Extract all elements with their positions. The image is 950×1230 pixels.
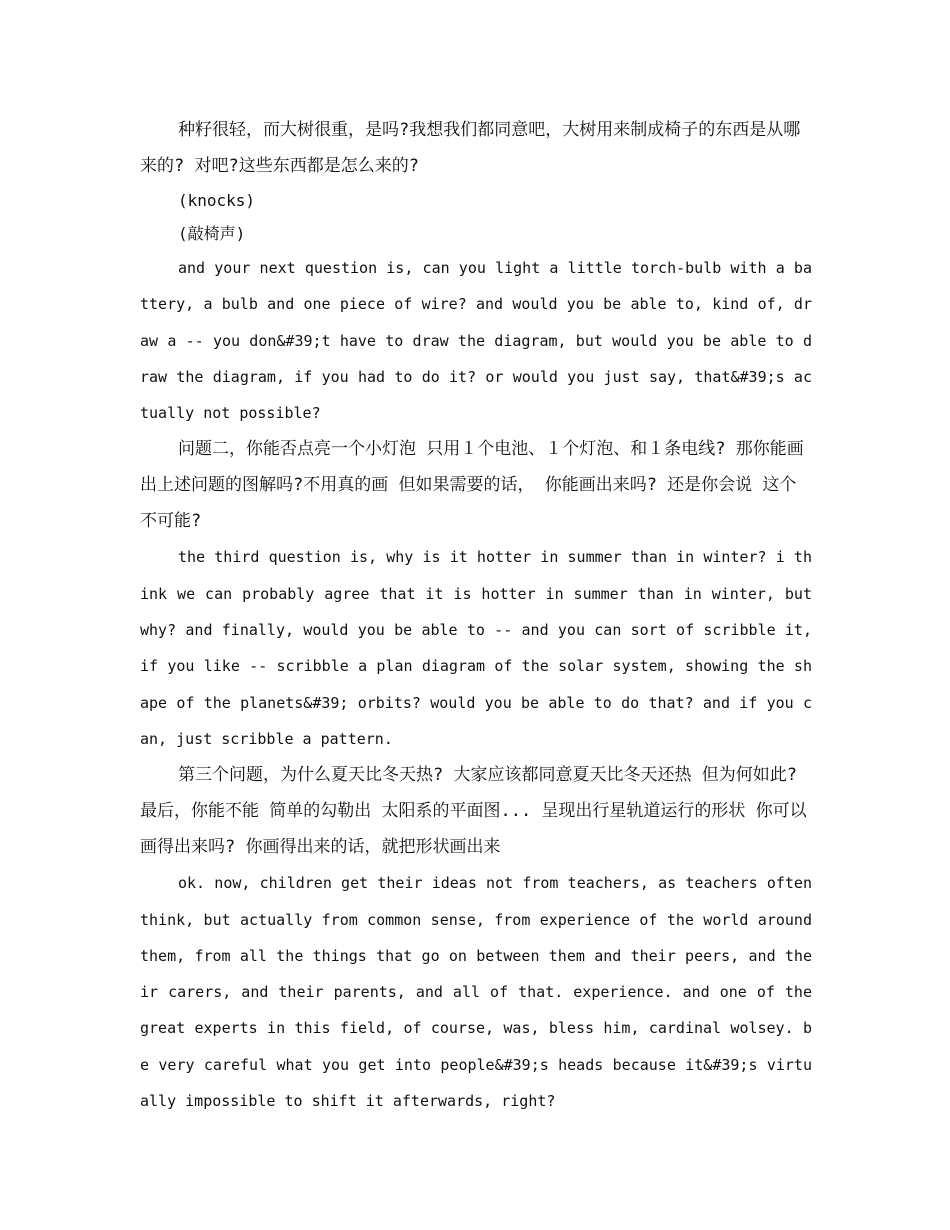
paragraph-en-bulb-question: and your next question is, can you light a little torch-bulb with a battery, a bulb and one piece of wire? and would you be able to, kind of, draw a -- you don&#39;t have to draw the diagram, but would you be able to draw the diagram, if you had to do it? or would you just say, that&#39;s actually not possible? <box>140 259 812 423</box>
paragraph-knocks-en: (knocks) <box>178 191 256 210</box>
document-page <box>140 112 812 1119</box>
paragraph-zh-summer-question: 第三个问题，为什么夏天比冬天热? 大家应该都同意夏天比冬天还热 但为何如此?最后，你能不能 简单的勾勒出 太阳系的平面图... 呈现出行星轨道运行的形状 你可以画得出来吗? 你画得出来的话，就把形状画出来 <box>140 765 807 858</box>
paragraph-en-summer-question: the third question is, why is it hotter in summer than in winter? i think we can probably agree that it is hotter in summer than in winter, but why? and finally, would you be able to -- and you can sort of scribble it, if you like -- scribble a plan diagram of the solar system, showing the shape of the planets&#39; orbits? would you be able to do that? and if you can, just scribble a pattern. <box>140 548 812 748</box>
paragraph-zh-seed-tree: 种籽很轻，而大树很重，是吗?我想我们都同意吧，大树用来制成椅子的东西是从哪来的? 对吧?这些东西都是怎么来的? <box>140 120 801 176</box>
paragraph-zh-bulb-question: 问题二，你能否点亮一个小灯泡 只用１个电池、１个灯泡、和１条电线? 那你能画出上述问题的图解吗?不用真的画 但如果需要的话， 你能画出来吗? 还是你会说 这个不可能? <box>140 439 804 532</box>
paragraph-en-children-ideas: ok. now, children get their ideas not from teachers, as teachers often think, but actually from common sense, from experience of the world around them, from all the things that go on between them and their peers, and their carers, and their parents, and all of that. experience. and one of the great experts in this field, of course, was, bless him, cardinal wolsey. be very careful what you get into people&#39;s heads because it&#39;s virtually impossible to shift it afterwards, right? <box>140 874 812 1111</box>
paragraph-knocks-zh: (敲椅声) <box>178 224 246 243</box>
